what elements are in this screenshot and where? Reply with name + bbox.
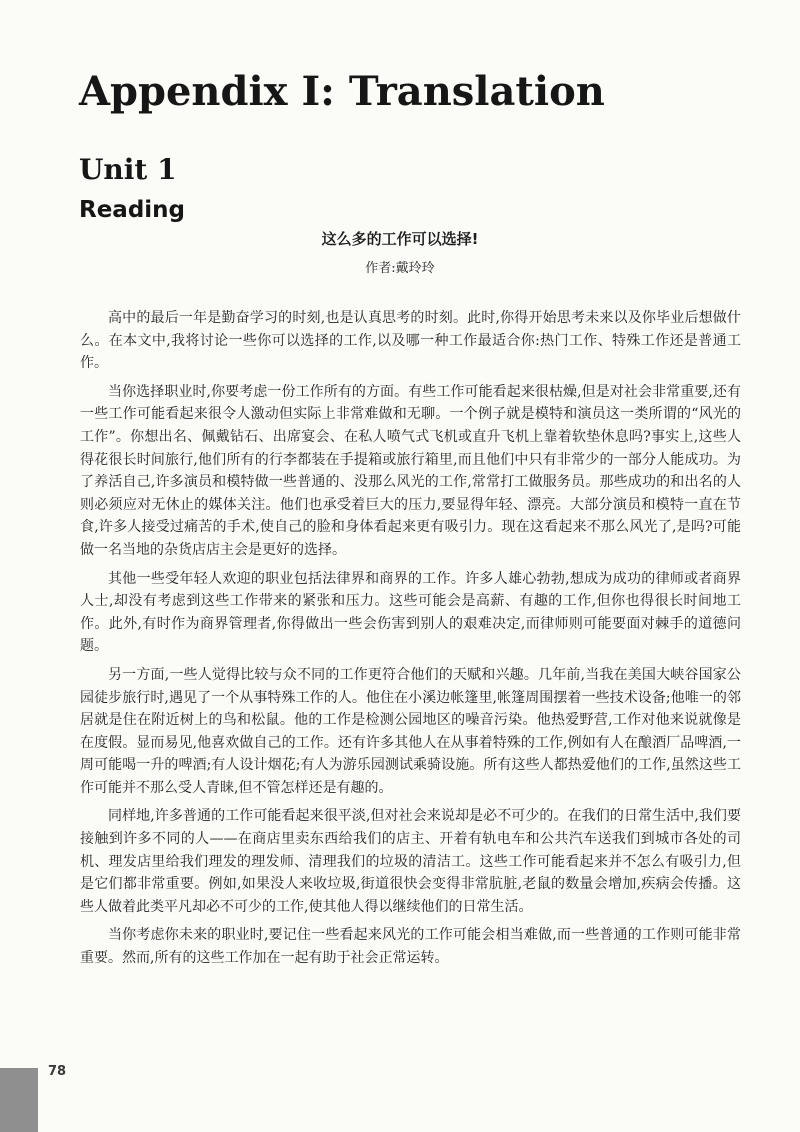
page-number: 78 xyxy=(48,1064,67,1079)
paragraph-4: 另一方面,一些人觉得比较与众不同的工作更符合他们的天赋和兴趣。几年前,当我在美国大峡谷国家公园徒步旅行时,遇见了一个从事特殊工作的人。他住在小溪边帐篷里,帐篷周围摆着一些技术设备;他唯一的邻居就是住在附近树上的鸟和松鼠。他的工作是检测公园地区的噪音污染。他热爱野营,工作对他来说就像是在度假。显而易见,他喜欢做自己的工作。还有许多其他人在从事着特殊的工作,例如有人在酿酒厂品啤酒,一周可能喝一升的啤酒;有人设计烟花;有人为游乐园测试乘骑设施。所有这些人都热爱他们的工作,虽然这些工作可能并不那么受人青睐,但不管怎样还是有趣的。 xyxy=(80,666,741,796)
section-title: Reading xyxy=(79,197,186,223)
appendix-title: Appendix I: Translation xyxy=(79,68,605,115)
paragraph-6: 当你考虑你未来的职业时,要记住一些看起来风光的工作可能会相当难做,而一些普通的工作则可能非常重要。然而,所有的这些工作加在一起有助于社会正常运转。 xyxy=(80,927,741,967)
paragraph-1: 高中的最后一年是勤奋学习的时刻,也是认真思考的时刻。此时,你得开始思考未来以及你毕业后想做什么。在本文中,我将讨论一些你可以选择的工作,以及哪一种工作最适合你:热门工作、特殊工作还是普通工作。 xyxy=(80,310,741,372)
article-body xyxy=(80,307,741,976)
article-title: 这么多的工作可以选择! xyxy=(321,230,479,248)
paragraph-5: 同样地,许多普通的工作可能看起来很平淡,但对社会来说却是必不可少的。在我们的日常生活中,我们要接触到许多不同的人——在商店里卖东西给我们的店主、开着有轨电车和公共汽车送我们到城市各处的司机、理发店里给我们理发的理发师、清理我们的垃圾的清洁工。这些工作可能看起来并不怎么有吸引力,但是它们都非常重要。例如,如果没人来收垃圾,街道很快会变得非常肮脏,老鼠的数量会增加,疾病会传播。这些人做着此类平凡却必不可少的工作,使其他人得以继续他们的日常生活。 xyxy=(80,808,741,915)
paragraph-3: 其他一些受年轻人欢迎的职业包括法律界和商界的工作。许多人雄心勃勃,想成为成功的律师或者商界人士,却没有考虑到这些工作带来的紧张和压力。这些可能会是高薪、有趣的工作,但你也得很长时间地工作。此外,有时作为商界管理者,你得做出一些会伤害到别人的艰难决定,而律师则可能要面对棘手的道德问题。 xyxy=(80,570,741,655)
unit-title: Unit 1 xyxy=(79,153,177,186)
page-edge-tab xyxy=(0,1068,38,1132)
paragraph-2: 当你选择职业时,你要考虑一份工作所有的方面。有些工作可能看起来很枯燥,但是对社会非常重要,还有一些工作可能看起来很令人激动但实际上非常难做和无聊。一个例子就是模特和演员这一类所谓的“风光的工作”。你想出名、佩戴钻石、出席宴会、在私人喷气式飞机或直升飞机上靠着软垫休息吗?事实上,这些人得花很长时间旅行,他们所有的行李都装在手提箱或旅行箱里,而且他们中只有非常少的一部分人能成功。为了养活自己,许多演员和模特做一些普通的、没那么风光的工作,常常打工做服务员。那些成功的和出名的人则必须应对无休止的媒体关注。他们也承受着巨大的压力,要显得年轻、漂亮。大部分演员和模特一直在节食,许多人接受过痛苦的手术,使自己的脸和身体看起来更有吸引力。现在这看起来不那么风光了,是吗?可能做一名当地的杂货店店主会是更好的选择。 xyxy=(80,383,741,558)
article-author: 作者:戴玲玲 xyxy=(365,261,435,276)
